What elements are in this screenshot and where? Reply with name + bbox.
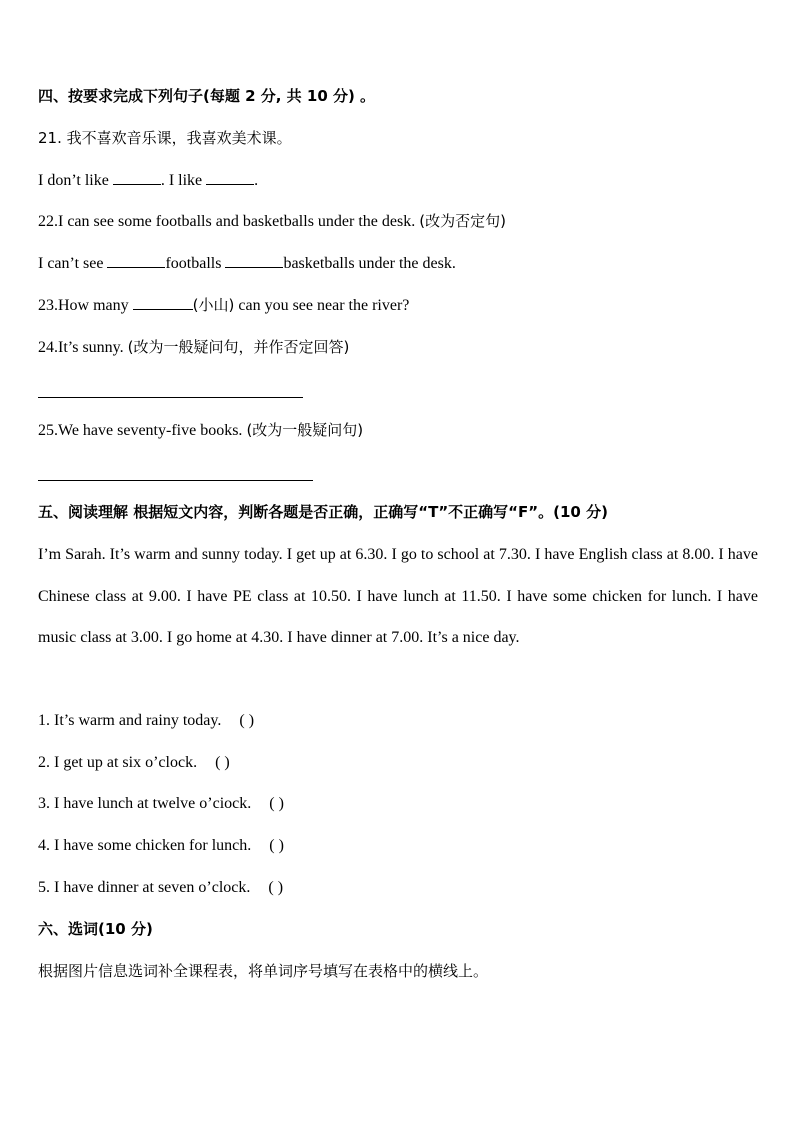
judge-item-4: 4. I have some chicken for lunch. ( ) bbox=[38, 837, 284, 854]
section-6-instruction: 根据图片信息选词补全课程表，将单词序号填写在表格中的横线上。 bbox=[38, 962, 489, 980]
answer-line-25[interactable] bbox=[38, 480, 313, 481]
judge-item-1: 1. It’s warm and rainy today. ( ) bbox=[38, 712, 255, 729]
answer-blank[interactable] bbox=[107, 253, 165, 268]
judge-item-2: 2. I get up at six o’clock. ( ) bbox=[38, 754, 230, 771]
question-24-prompt: 24.It’s sunny. (改为一般疑问句，并作否定回答) bbox=[38, 338, 350, 356]
answer-parentheses[interactable]: ( ) bbox=[268, 879, 284, 896]
answer-parentheses[interactable]: ( ) bbox=[215, 754, 230, 771]
section-6-heading: 六、选词(10 分) bbox=[38, 920, 153, 938]
question-23: 23.How many (小山) can you see near the river? bbox=[38, 296, 410, 314]
answer-blank[interactable] bbox=[225, 253, 283, 268]
section-4-heading: 四、按要求完成下列句子(每题 2 分, 共 10 分) 。 bbox=[38, 87, 376, 105]
reading-passage: I’m Sarah. It’s warm and sunny today. I get up at 6.30. I go to school at 7.30. I have English class at 8.00. I have Chinese class at 9.00. I have PE class at 10.50. I have lunch at 11.50. I have some chicken for lunch. I have music class at 3.00. I go home at 4.30. I have dinner at 7.00. It’s a nice day. bbox=[38, 546, 758, 646]
answer-blank[interactable] bbox=[206, 170, 254, 185]
question-25-prompt: 25.We have seventy-five books. (改为一般疑问句) bbox=[38, 421, 364, 439]
judge-item-3: 3. I have lunch at twelve o’ciock. ( ) bbox=[38, 795, 284, 812]
question-21-answer: I don’t like . I like . bbox=[38, 172, 259, 189]
answer-blank[interactable] bbox=[133, 295, 193, 310]
judge-item-5: 5. I have dinner at seven o’clock. ( ) bbox=[38, 879, 284, 896]
answer-parentheses[interactable]: ( ) bbox=[269, 837, 284, 854]
section-5-heading: 五、阅读理解 根据短文内容，判断各题是否正确，正确写“T”不正确写“F”。(10 分) bbox=[38, 503, 608, 521]
answer-blank[interactable] bbox=[113, 170, 161, 185]
answer-parentheses[interactable]: ( ) bbox=[239, 712, 255, 729]
answer-line-24[interactable] bbox=[38, 397, 303, 398]
question-21-prompt: 21. 我不喜欢音乐课，我喜欢美术课。 bbox=[38, 129, 292, 147]
question-22-answer: I can’t see footballs basketballs under the desk. bbox=[38, 255, 456, 272]
answer-parentheses[interactable]: ( ) bbox=[269, 795, 284, 812]
question-22-prompt: 22.I can see some footballs and basketballs under the desk. (改为否定句) bbox=[38, 212, 506, 230]
